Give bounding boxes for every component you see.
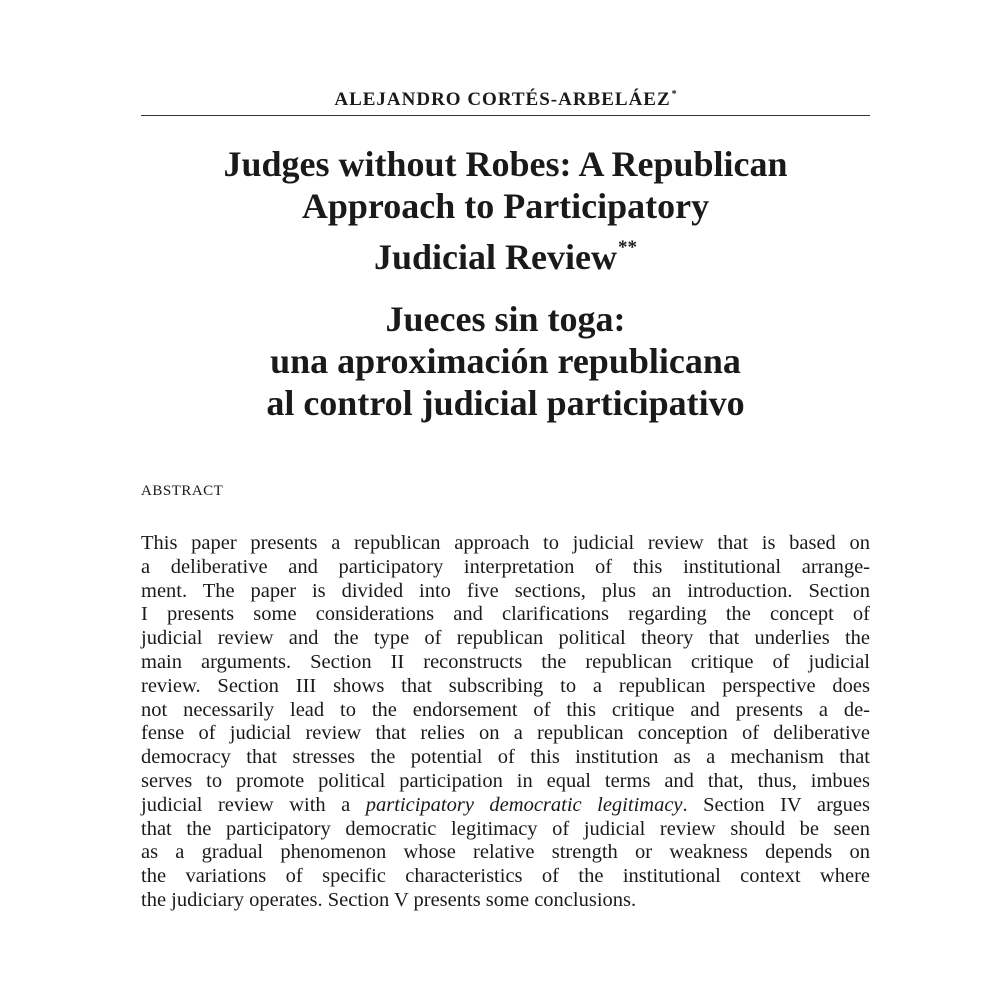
abstract-line: not necessarily lead to the endorsement of this critique and presents a de- — [141, 698, 870, 721]
paper-page — [141, 0, 870, 1000]
author-name — [141, 83, 870, 112]
abstract-line: the judiciary operates. Section V presents some conclusions. — [141, 888, 637, 911]
author-name-text: ALEJANDRO CORTÉS-ARBELÁEZ — [334, 89, 671, 110]
abstract-text: . Section IV argues — [682, 793, 870, 816]
abstract-line: I presents some considerations and clarifications regarding the concept of — [141, 603, 870, 626]
abstract-heading: ABSTRACT — [141, 483, 224, 499]
english-title-line-1: Judges without Robes: A Republican — [223, 144, 788, 184]
english-title — [141, 143, 870, 278]
abstract-italic-term: participatory democratic legitimacy — [365, 793, 683, 816]
abstract-line: a deliberative and participatory interpretation of this institutional arrange- — [141, 555, 870, 578]
abstract-line: that the participatory democratic legitimacy of judicial review should be seen — [141, 817, 870, 840]
abstract-line: judicial review and the type of republican political theory that underlies the — [141, 627, 870, 650]
abstract-line: democracy that stresses the potential of this institution as a mechanism that — [141, 746, 870, 769]
spanish-title-line-3: al control judicial participativo — [266, 383, 745, 423]
abstract-line: the variations of specific characteristics of the institutional context where — [141, 865, 870, 888]
english-title-line-3-text: Judicial Review — [374, 237, 617, 277]
abstract-text: judicial review with a — [141, 793, 366, 816]
abstract-line: ment. The paper is divided into five sections, plus an introduction. Section — [141, 579, 870, 602]
english-title-line-2: Approach to Participatory — [301, 186, 710, 226]
spanish-title-line-1: Jueces sin toga: — [385, 299, 626, 339]
abstract-body — [141, 532, 870, 913]
title-footnote-mark[interactable]: ** — [617, 237, 637, 258]
author-footnote-mark[interactable]: * — [671, 89, 677, 100]
english-title-line-3 — [141, 227, 870, 278]
abstract-line: This paper presents a republican approach to judicial review that is based on — [141, 532, 870, 554]
abstract-line: main arguments. Section II reconstructs the republican critique of judicial — [141, 650, 870, 673]
abstract-line: serves to promote political participation in equal terms and that, thus, imbues — [141, 769, 870, 792]
header-rule — [141, 115, 870, 116]
spanish-title — [141, 298, 870, 424]
abstract-line: review. Section III shows that subscribing to a republican perspective does — [141, 674, 870, 697]
abstract-line: fense of judicial review that relies on a republican conception of deliberative — [141, 722, 870, 745]
abstract-line: as a gradual phenomenon whose relative strength or weakness depends on — [141, 841, 870, 864]
spanish-title-line-2: una aproximación republicana — [270, 341, 741, 381]
abstract-line-italic — [141, 794, 870, 818]
